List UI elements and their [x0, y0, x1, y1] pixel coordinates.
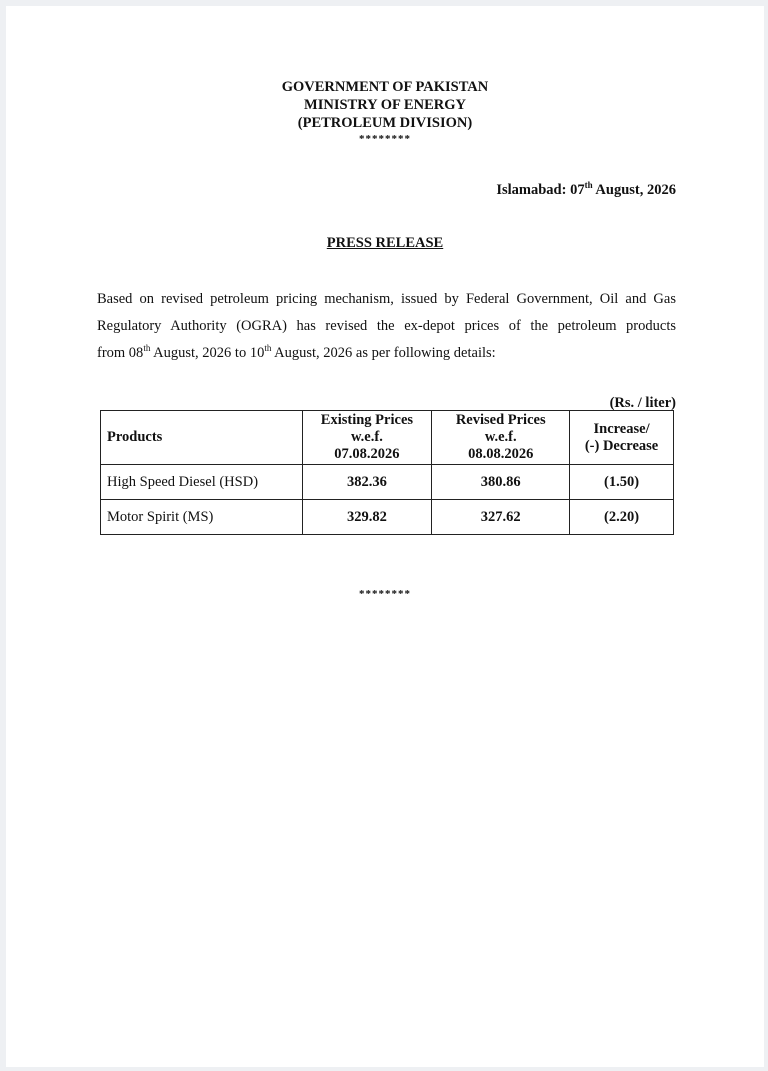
letterhead-division: (PETROLEUM DIVISION) [297, 115, 473, 131]
product-name: Motor Spirit (MS) [101, 500, 303, 535]
header-revised-prices [432, 411, 570, 465]
dateline-month-year: August, 2026 [592, 182, 676, 198]
footer-separator: ******** [359, 588, 411, 600]
header-existing-prices [302, 411, 432, 465]
header-change-line-2: (-) Decrease [584, 437, 659, 454]
price-unit-label: (Rs. / liter) [609, 395, 676, 411]
dateline-place: Islamabad: 07 [496, 182, 585, 198]
price-table [100, 410, 674, 535]
body-line-3-part-b: August, 2026 to 10 [150, 345, 265, 361]
price-change: (1.50) [570, 465, 674, 500]
press-release-body [97, 286, 676, 367]
body-line-2: Regulatory Authority (OGRA) has revised the ex-depot prices of the petroleum products [97, 318, 676, 334]
table-row-ms [101, 500, 674, 535]
letterhead-ministry: MINISTRY OF ENERGY [304, 97, 466, 113]
body-line-3 [97, 340, 676, 367]
header-revised-line-2: w.e.f. [484, 429, 517, 445]
header-existing-line-1: Existing Prices [320, 412, 414, 428]
price-change: (2.20) [570, 500, 674, 535]
table-row-hsd [101, 465, 674, 500]
header-revised-line-3: 08.08.2026 [468, 446, 534, 462]
existing-price: 329.82 [302, 500, 432, 535]
header-existing-line-2: w.e.f. [351, 429, 383, 445]
revised-price: 380.86 [432, 465, 570, 500]
header-existing-line-3: 07.08.2026 [334, 446, 400, 462]
header-change-line-1: Increase/ [593, 420, 650, 437]
document-page [6, 6, 764, 1067]
body-line-3-sup-1: th [143, 343, 151, 354]
header-increase-decrease [570, 411, 674, 465]
header-products: Products [101, 411, 303, 465]
press-release-title: PRESS RELEASE [326, 235, 444, 251]
existing-price: 382.36 [302, 465, 432, 500]
header-revised-line-1: Revised Prices [455, 412, 546, 428]
body-line-1: Based on revised petroleum pricing mechanism, issued by Federal Government, Oil and Gas [97, 291, 676, 307]
letterhead [6, 78, 764, 146]
body-line-3-part-a: from 08 [97, 345, 144, 361]
body-line-3-part-c: August, 2026 as per following details: [271, 345, 496, 361]
product-name: High Speed Diesel (HSD) [101, 465, 303, 500]
dateline-day-suffix: th [584, 180, 593, 191]
letterhead-separator: ******** [359, 133, 411, 145]
letterhead-government: GOVERNMENT OF PAKISTAN [281, 79, 489, 95]
body-line-3-sup-2: th [264, 343, 272, 354]
dateline [496, 182, 676, 199]
revised-price: 327.62 [432, 500, 570, 535]
price-table-header-row [101, 411, 674, 465]
